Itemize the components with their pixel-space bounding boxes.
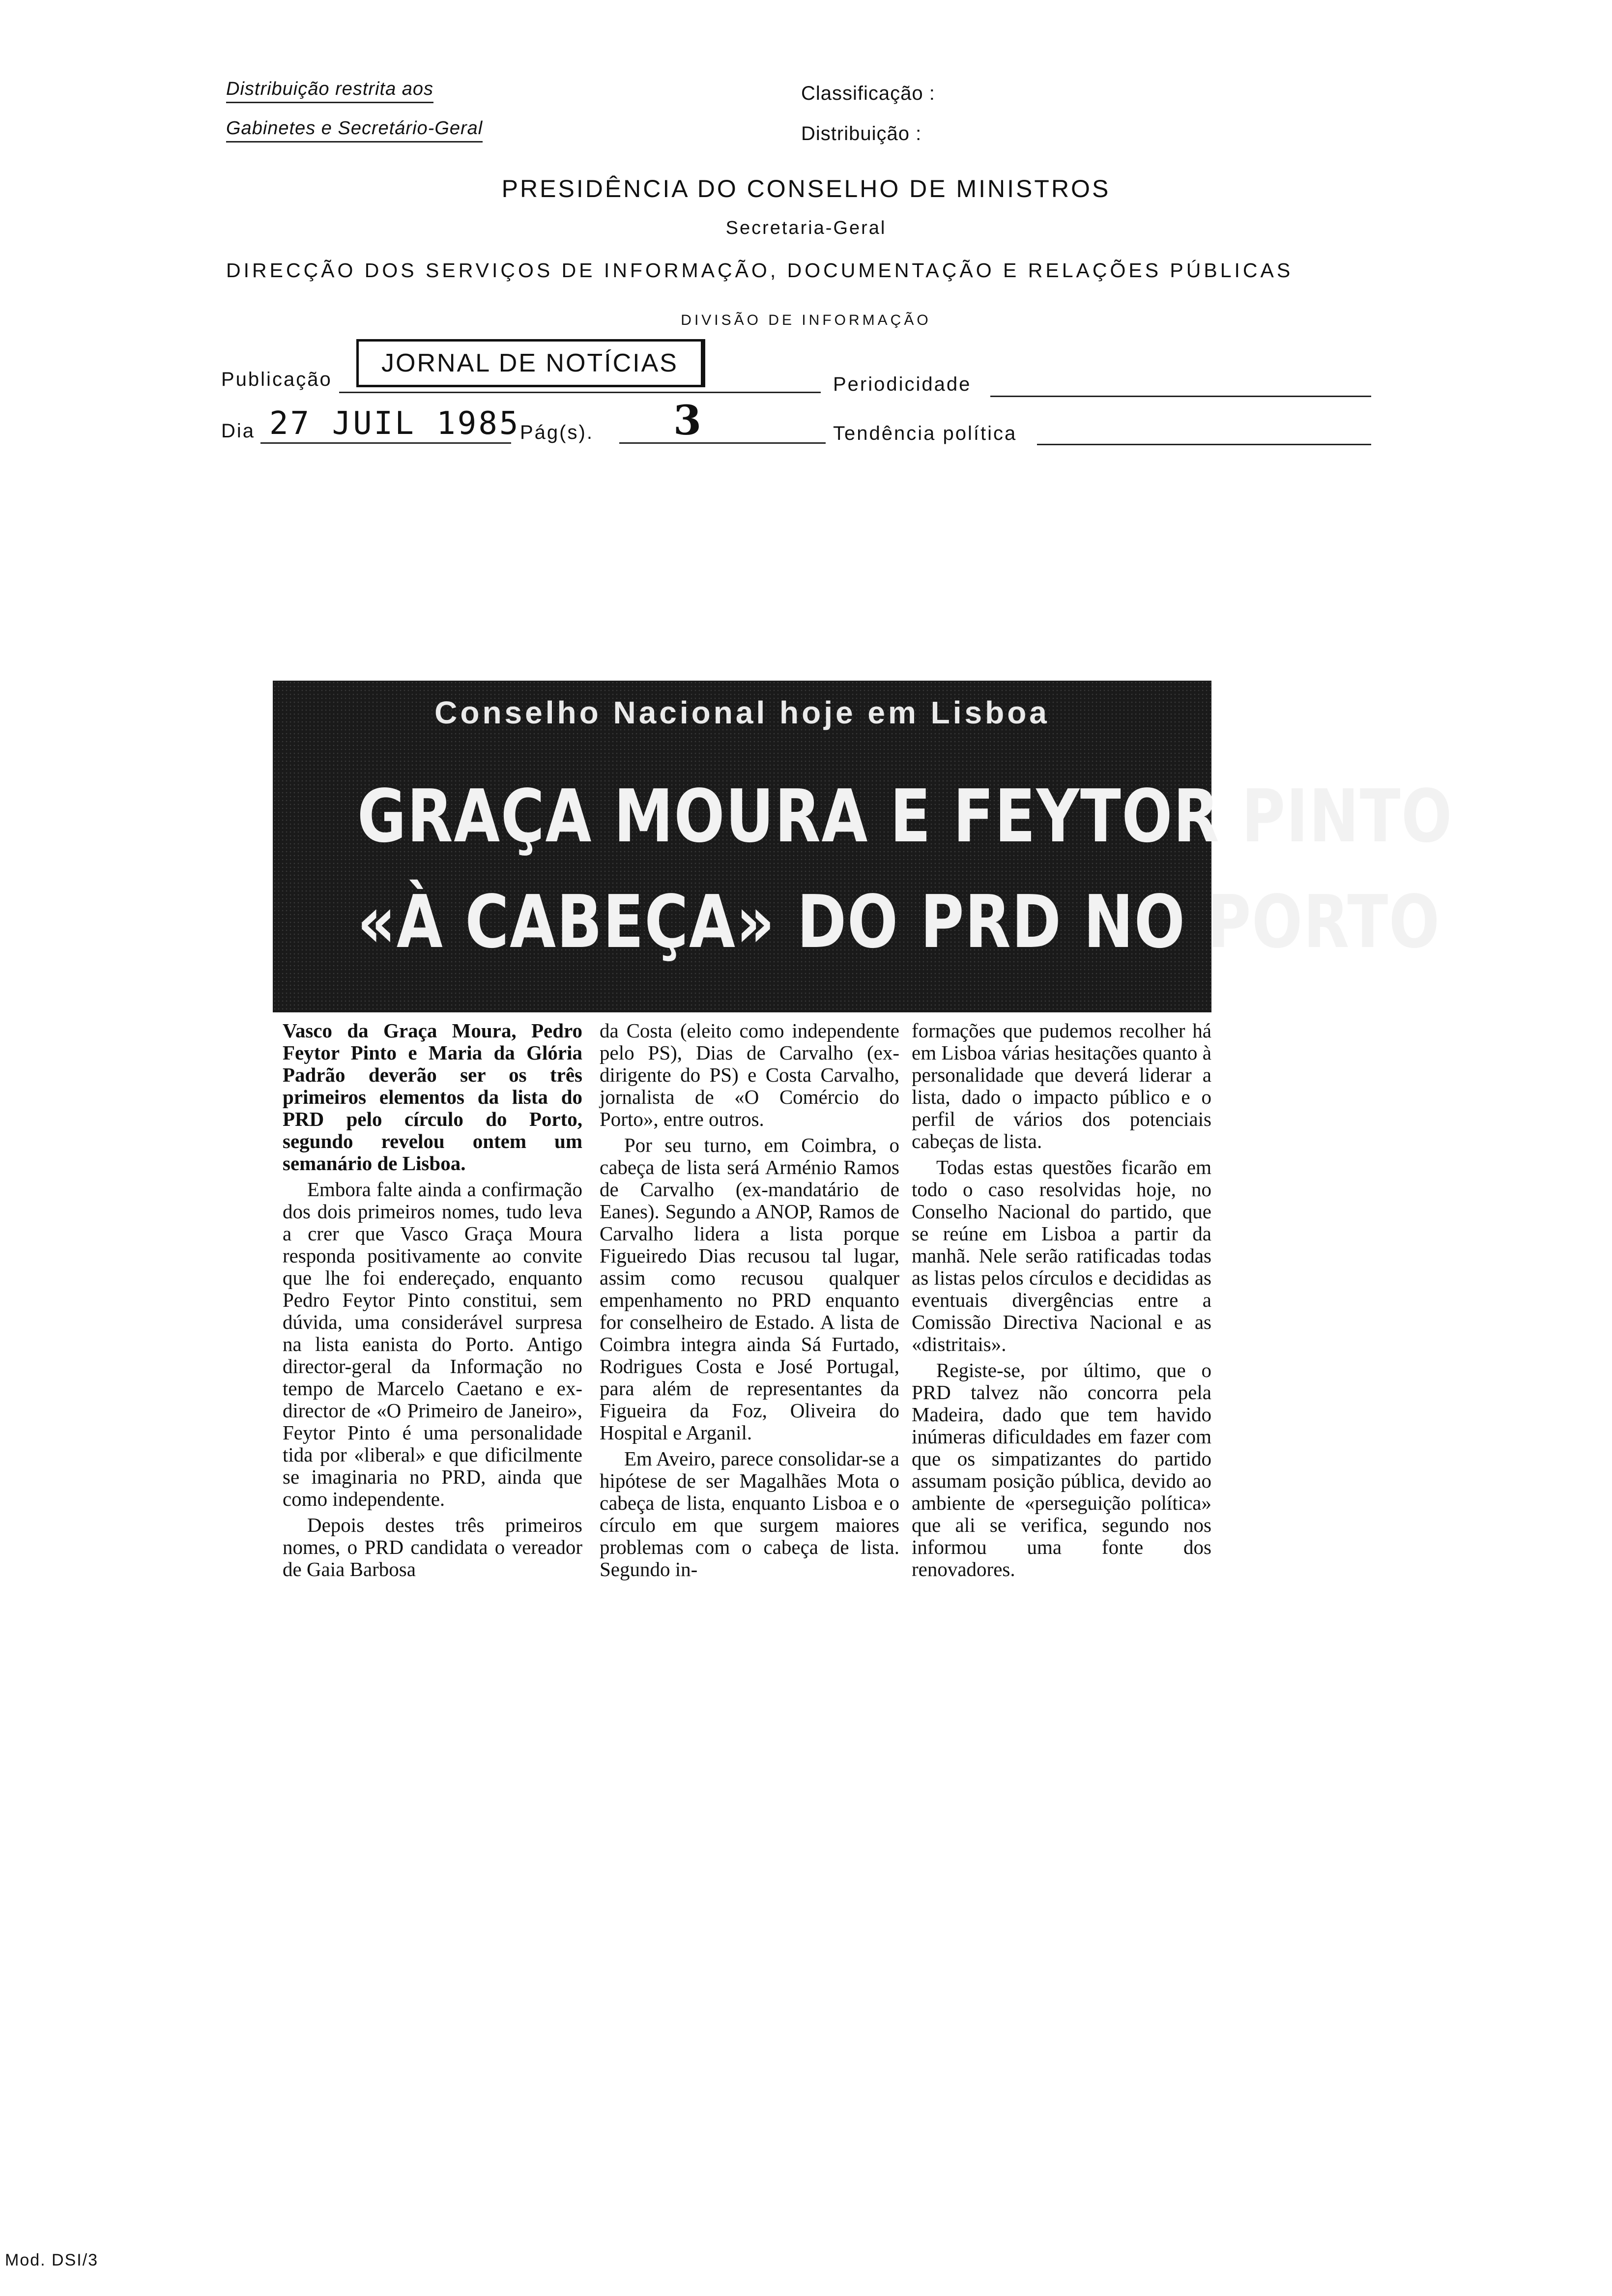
column1-paragraph-3: Depois destes três primeiros nomes, o PRD candidata o vereador de Gaia Barbosa xyxy=(283,1514,582,1580)
periodicidade-line xyxy=(990,396,1371,397)
column2-paragraph-1: da Costa (eleito como independente pelo PS), Dias de Carvalho (ex-dirigente do PS) e Costa Carvalho, jornalista de «O Comércio do Porto», entre outros. xyxy=(600,1019,899,1130)
article-kicker: Conselho Nacional hoje em Lisboa xyxy=(434,695,1050,730)
headline-line1: GRAÇA MOURA E FEYTOR PINTO xyxy=(357,774,1453,859)
org-subtitle: Secretaria-Geral xyxy=(725,218,887,238)
article-column-1 xyxy=(283,1020,582,1584)
column1-lead-paragraph: Vasco da Graça Moura, Pedro Feytor Pinto e Maria da Glória Padrão deverão ser os três primeiros elementos da lista do PRD pelo círculo do Porto, segundo revelou ontem um semanário de Lisboa. xyxy=(283,1019,582,1175)
tendencia-line xyxy=(1037,444,1371,445)
article-column-3 xyxy=(912,1020,1211,1584)
dia-label: Dia xyxy=(221,420,256,442)
distribution-note-line1: Distribuição restrita aos xyxy=(226,79,433,103)
publicacao-line xyxy=(339,392,821,393)
division-title: DIVISÃO DE INFORMAÇÃO xyxy=(681,312,931,328)
pag-value: 3 xyxy=(673,397,702,444)
column3-paragraph-3: Registe-se, por último, que o PRD talvez não concorra pela Madeira, dado que tem havido inúmeras dificuldades em fazer com que os simpatizantes do partido assumam posição pública, devido ao ambiente de «perseguição política» que ali se verifica, segundo nos informou uma fonte dos renovadores. xyxy=(912,1359,1211,1580)
dia-value: 27 JUIL 1985 xyxy=(269,405,520,442)
distribuicao-label: Distribuição : xyxy=(801,123,922,144)
org-title: PRESIDÊNCIA DO CONSELHO DE MINISTROS xyxy=(501,175,1111,202)
column1-paragraph-2: Embora falte ainda a confirmação dos dois primeiros nomes, tudo leva a crer que Vasco Graça Moura responda positivamente ao convite que lhe foi endereçado, enquanto Pedro Feytor Pinto constitui, sem dúvida, uma considerável surpresa na lista eanista do Porto. Antigo director-geral da Informação no tempo de Marcelo Caetano e ex-director de «O Primeiro de Janeiro», Feytor Pinto é uma personalidade tida por «liberal» e que dificilmente se imaginaria no PRD, ainda que como independente. xyxy=(283,1178,582,1510)
column2-paragraph-2: Por seu turno, em Coimbra, o cabeça de lista será Arménio Ramos de Carvalho (ex-mandatário de Eanes). Segundo a ANOP, Ramos de Carvalho lidera a lista porque Figueiredo Dias recusou tal lugar, assim como recusou qualquer empenhamento no PRD enquanto for conselheiro de Estado. A lista de Coimbra integra ainda Sá Furtado, Rodrigues Costa e José Portugal, para além de representantes da Figueira da Foz, Oliveira do Hospital e Arganil. xyxy=(600,1134,899,1444)
tendencia-label: Tendência política xyxy=(833,423,1017,444)
column3-paragraph-1: formações que pudemos recolher há em Lisboa várias hesitações quanto à personalidade que deverá liderar a lista, dado o impacto público e o perfil de vários dos potenciais cabeças de lista. xyxy=(912,1019,1211,1152)
directorate-title: DIRECÇÃO DOS SERVIÇOS DE INFORMAÇÃO, DOCUMENTAÇÃO E RELAÇÕES PÚBLICAS xyxy=(226,259,1294,282)
pag-line xyxy=(619,442,826,444)
periodicidade-label: Periodicidade xyxy=(833,373,972,395)
article-column-2 xyxy=(600,1020,899,1584)
publication-stamp: JORNAL DE NOTÍCIAS xyxy=(356,339,705,387)
headline-banner xyxy=(273,681,1453,1012)
form-code: Mod. DSI/3 xyxy=(5,2251,99,2269)
pag-label: Pág(s). xyxy=(520,422,594,443)
column3-paragraph-2: Todas estas questões ficarão em todo o caso resolvidas hoje, no Conselho Nacional do partido, que se reúne em Lisboa a partir da manhã. Nele serão ratificadas todas as listas pelos círculos e decididas as eventuais divergências entre a Comissão Directiva Nacional e as «distritais». xyxy=(912,1156,1211,1355)
classificacao-label: Classificação : xyxy=(801,83,935,104)
headline-line2: «À CABEÇA» DO PRD NO PORTO xyxy=(357,880,1440,964)
publicacao-label: Publicação xyxy=(221,369,332,390)
distribution-note-line2: Gabinetes e Secretário-Geral xyxy=(226,118,483,143)
newspaper-clipping xyxy=(273,681,1453,1732)
column2-paragraph-3: Em Aveiro, parece consolidar-se a hipótese de ser Magalhães Mota o cabeça de lista, enquanto Lisboa e o círculo em que surgem maiores problemas com o cabeça de lista. Segundo in- xyxy=(600,1447,899,1580)
dia-line xyxy=(260,442,511,444)
